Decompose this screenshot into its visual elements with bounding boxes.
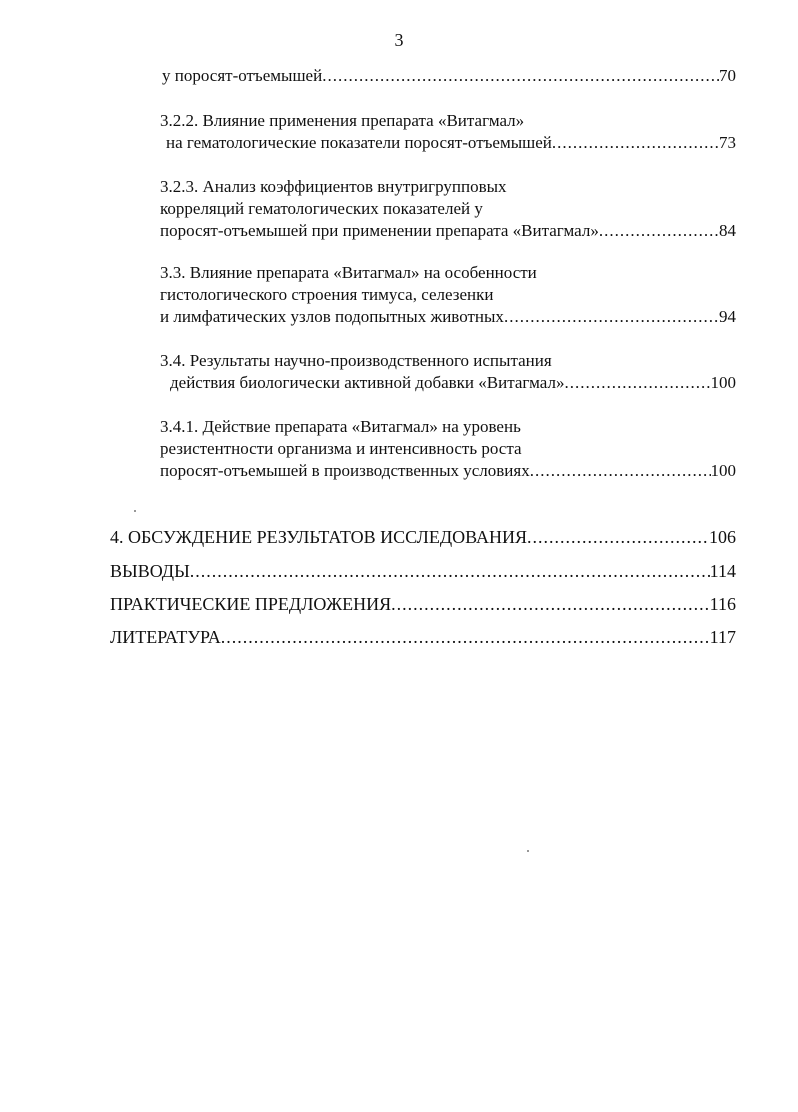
toc-entry-text: у поросят-отъемышей [162, 66, 323, 85]
toc-page-number: 114 [709, 561, 736, 581]
toc-line [162, 66, 736, 86]
toc-page-number: 70 [719, 66, 736, 85]
toc-line: 3.2.3. Анализ коэффициентов внутригрупповых [160, 177, 507, 196]
toc-leader [527, 526, 709, 548]
toc-line: 3.4. Результаты научно-производственного испытания [160, 351, 552, 370]
toc-page-number: 100 [710, 373, 736, 392]
toc-line [166, 133, 736, 153]
toc-leader [391, 593, 710, 615]
toc-page-number: 73 [719, 133, 736, 152]
toc-leader [190, 560, 710, 582]
toc-entry-text: действия биологически активной добавки «Витагмал» [170, 373, 565, 392]
toc-page-number: 106 [709, 527, 736, 547]
scan-speck [134, 510, 136, 512]
toc-leader [221, 626, 710, 648]
toc-page-number: 94 [719, 307, 736, 326]
toc-leader [530, 461, 711, 481]
toc-page-number: 100 [710, 461, 736, 480]
toc-line: 3.3. Влияние препарата «Витагмал» на особенности [160, 263, 537, 282]
toc-line: гистологического строения тимуса, селезенки [160, 285, 494, 304]
toc-line: корреляций гематологических показателей у [160, 199, 483, 218]
toc-line: резистентности организма и интенсивность роста [160, 439, 522, 458]
scan-speck [527, 850, 529, 852]
toc-leader [599, 221, 719, 241]
toc-entry-text: ВЫВОДЫ [110, 561, 190, 581]
toc-leader [322, 66, 719, 86]
toc-main-entry [110, 626, 736, 648]
toc-main-entry [110, 526, 736, 548]
toc-main-entry [110, 560, 736, 582]
toc-entry-text: ПРАКТИЧЕСКИЕ ПРЕДЛОЖЕНИЯ [110, 594, 392, 614]
toc-leader [552, 133, 719, 153]
toc-leader [504, 307, 719, 327]
toc-main-entry [110, 593, 736, 615]
toc-line [170, 373, 736, 393]
toc-entry-text: поросят-отъемышей в производственных условиях [160, 461, 530, 480]
toc-line [160, 307, 736, 327]
toc-entry-text: поросят-отъемышей при применении препарата «Витагмал» [160, 221, 599, 240]
toc-page-number: 116 [709, 594, 736, 614]
toc-line [160, 221, 736, 241]
toc-page-number: 84 [719, 221, 736, 240]
toc-entry-text: и лимфатических узлов подопытных животных [160, 307, 504, 326]
toc-page-number: 117 [709, 627, 736, 647]
toc-leader [564, 373, 710, 393]
toc-line [160, 461, 736, 481]
toc-entry-text: ЛИТЕРАТУРА [110, 627, 221, 647]
toc-line: 3.2.2. Влияние применения препарата «Витагмал» [160, 111, 525, 130]
toc-line: 3.4.1. Действие препарата «Витагмал» на уровень [160, 417, 521, 436]
page-number: 3 [394, 30, 404, 50]
toc-entry-text: на гематологические показатели поросят-отъемышей [166, 133, 552, 152]
toc-entry-text: 4. ОБСУЖДЕНИЕ РЕЗУЛЬТАТОВ ИССЛЕДОВАНИЯ [110, 527, 528, 547]
